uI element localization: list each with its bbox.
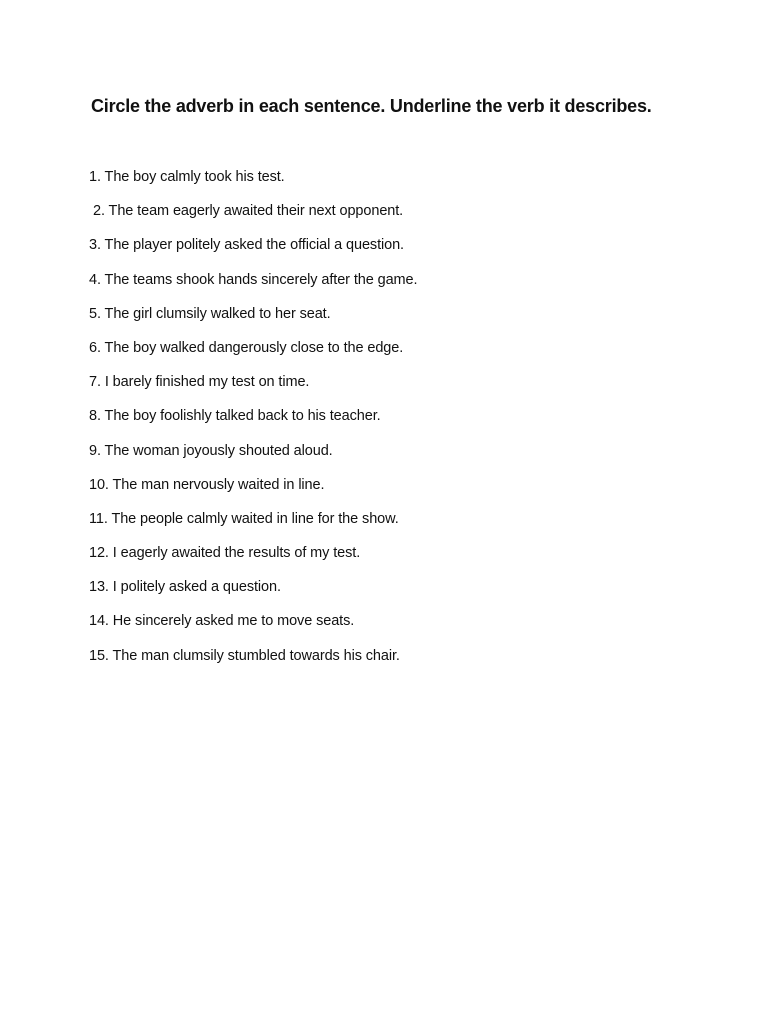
sentence-item: 14. He sincerely asked me to move seats.	[89, 613, 355, 630]
sentence-item: 1. The boy calmly took his test.	[89, 169, 285, 185]
sentence-item: 11. The people calmly waited in line for the show.	[89, 510, 399, 527]
sentence-item: 9. The woman joyously shouted aloud.	[89, 442, 333, 459]
sentence-item: 12. I eagerly awaited the results of my test.	[89, 545, 361, 562]
sentence-item: 7. I barely finished my test on time.	[89, 374, 310, 391]
sentence-item: 13. I politely asked a question.	[89, 579, 281, 596]
sentence-item: 10. The man nervously waited in line.	[89, 476, 325, 493]
worksheet-instructions: Circle the adverb in each sentence. Underline the verb it describes.	[91, 96, 652, 116]
sentence-item: 6. The boy walked dangerously close to the edge.	[89, 339, 404, 356]
sentence-item: 8. The boy foolishly talked back to his teacher.	[89, 408, 381, 425]
sentence-list	[89, 167, 417, 680]
sentence-item: 5. The girl clumsily walked to her seat.	[89, 305, 331, 322]
sentence-item: 3. The player politely asked the official a question.	[89, 237, 404, 254]
sentence-item: 15. The man clumsily stumbled towards his chair.	[89, 647, 400, 664]
sentence-item: 4. The teams shook hands sincerely after the game.	[89, 271, 418, 288]
sentence-item: 2. The team eagerly awaited their next opponent.	[93, 203, 404, 220]
